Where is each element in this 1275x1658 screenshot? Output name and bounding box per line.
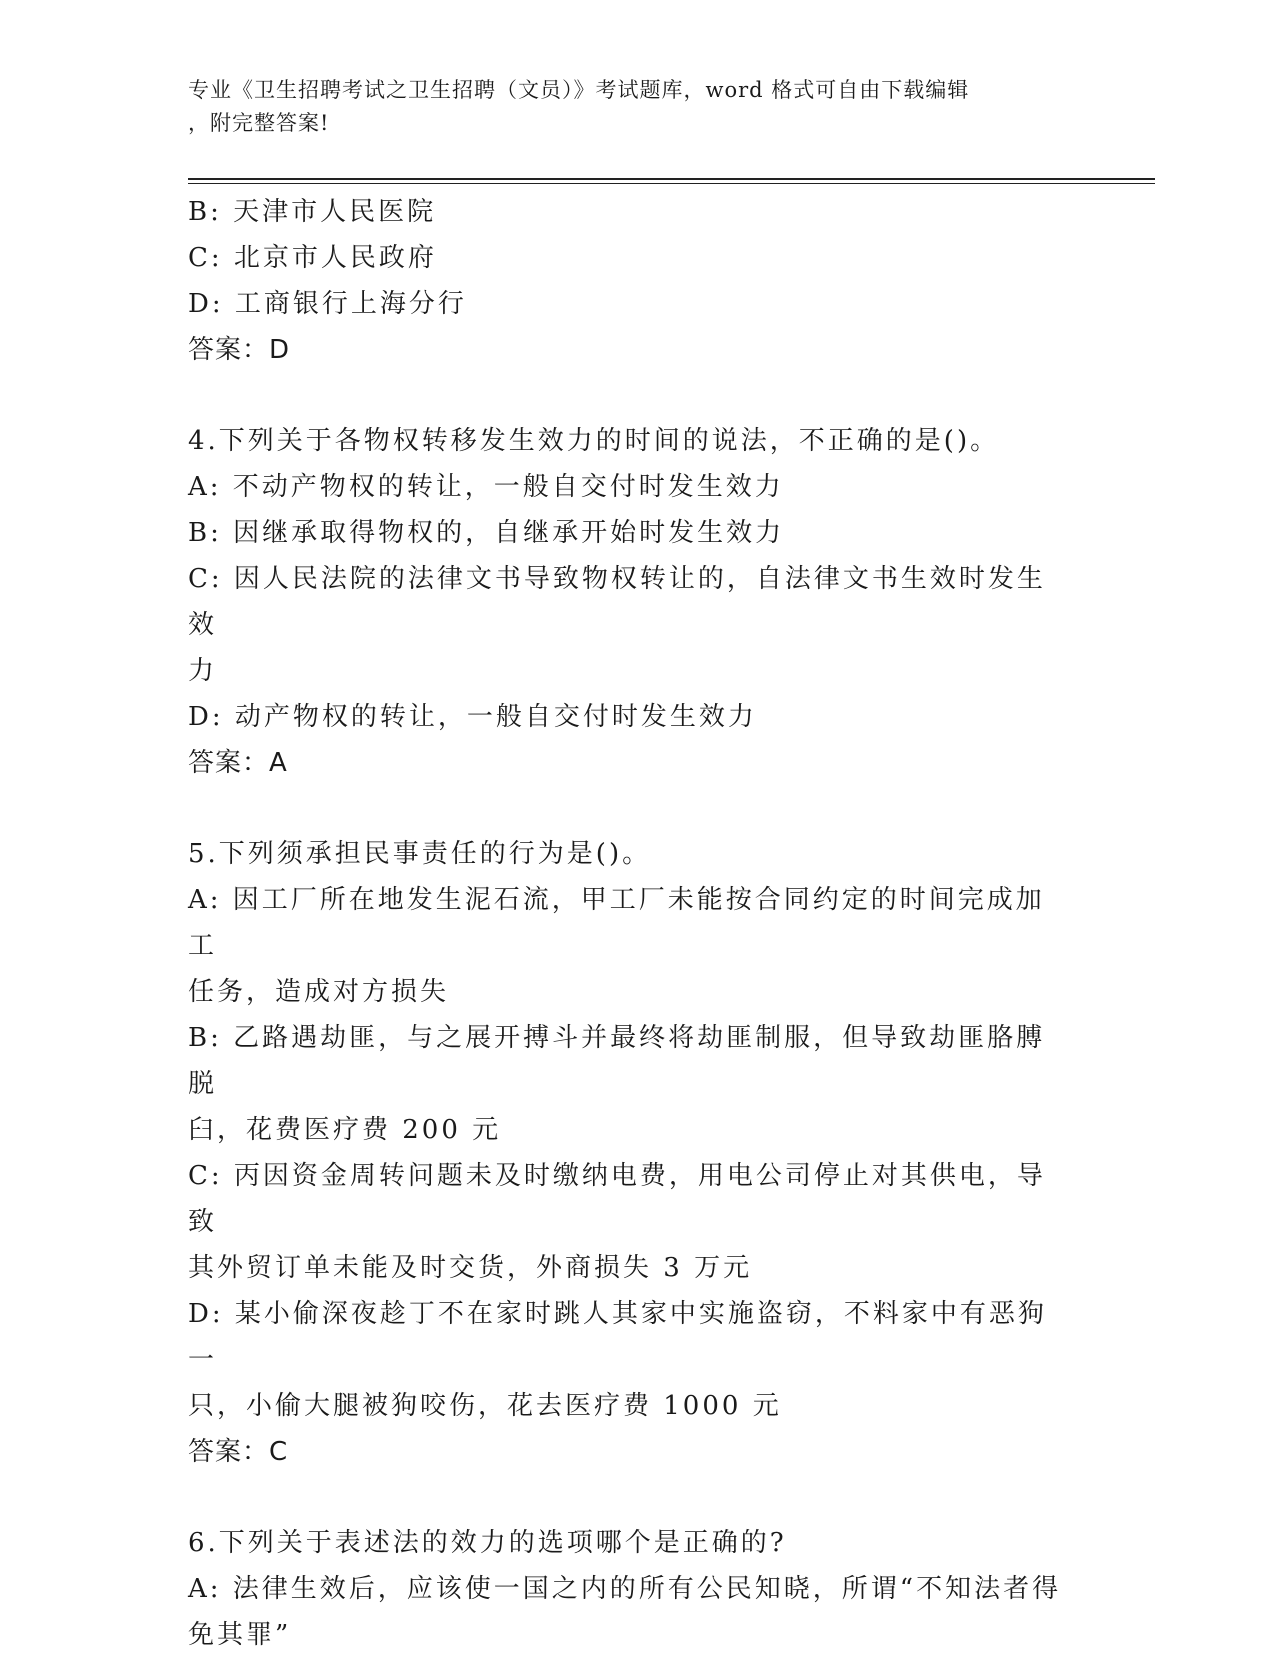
- header-divider-thick: [188, 178, 1155, 180]
- q5-option-d-line2: 只，小偷大腿被狗咬伤，花去医疗费 1000 元: [188, 1391, 782, 1421]
- q4-question: 4.下列关于各物权转移发生效力的时间的说法，不正确的是()。: [188, 426, 1000, 456]
- header-line-2: ，附完整答案!: [188, 111, 330, 135]
- question-content: [188, 189, 1068, 1658]
- q4-option-c-line2: 力: [188, 656, 218, 686]
- document-header: [188, 74, 1068, 140]
- q5-option-b-line2: 臼，花费医疗费 200 元: [188, 1115, 502, 1145]
- q4-answer: 答案：A: [188, 748, 288, 778]
- spacer: [188, 373, 1068, 418]
- q4-option-a: A: 不动产物权的转让，一般自交付时发生效力: [188, 472, 784, 502]
- q4-option-b: B: 因继承取得物权的，自继承开始时发生效力: [188, 518, 785, 548]
- q4-option-d: D: 动产物权的转让，一般自交付时发生效力: [188, 702, 757, 732]
- spacer: [188, 1475, 1068, 1520]
- q3-option-b: B: 天津市人民医院: [188, 197, 437, 227]
- q3-answer: 答案：D: [188, 335, 291, 365]
- header-divider-thin: [188, 183, 1155, 184]
- q5-question: 5.下列须承担民事责任的行为是()。: [188, 839, 652, 869]
- q5-option-d-line1: D: 某小偷深夜趁丁不在家时跳人其家中实施盗窃，不料家中有恶狗一: [188, 1299, 1047, 1375]
- q6-option-a-line2: 免其罪”: [188, 1620, 292, 1650]
- q5-option-c-line2: 其外贸订单未能及时交货，外商损失 3 万元: [188, 1253, 753, 1283]
- q6-question: 6.下列关于表述法的效力的选项哪个是正确的?: [188, 1528, 787, 1558]
- q5-option-b-line1: B: 乙路遇劫匪，与之展开搏斗并最终将劫匪制服，但导致劫匪胳膊脱: [188, 1023, 1046, 1099]
- header-line-1: 专业《卫生招聘考试之卫生招聘（文员）》考试题库，word 格式可自由下载编辑: [188, 78, 970, 102]
- q5-option-a-line2: 任务，造成对方损失: [188, 977, 450, 1007]
- q5-option-c-line1: C: 丙因资金周转问题未及时缴纳电费，用电公司停止对其供电，导致: [188, 1161, 1046, 1237]
- q6-option-a-line1: A: 法律生效后，应该使一国之内的所有公民知晓，所谓“不知法者得: [188, 1574, 1062, 1604]
- q5-option-a-line1: A: 因工厂所在地发生泥石流，甲工厂未能按合同约定的时间完成加工: [188, 885, 1045, 961]
- q3-option-d: D: 工商银行上海分行: [188, 289, 467, 319]
- q4-option-c-line1: C: 因人民法院的法律文书导致物权转让的，自法律文书生效时发生效: [188, 564, 1046, 640]
- q3-option-c: C: 北京市人民政府: [188, 243, 437, 273]
- spacer: [188, 786, 1068, 831]
- q5-answer: 答案：C: [188, 1437, 289, 1467]
